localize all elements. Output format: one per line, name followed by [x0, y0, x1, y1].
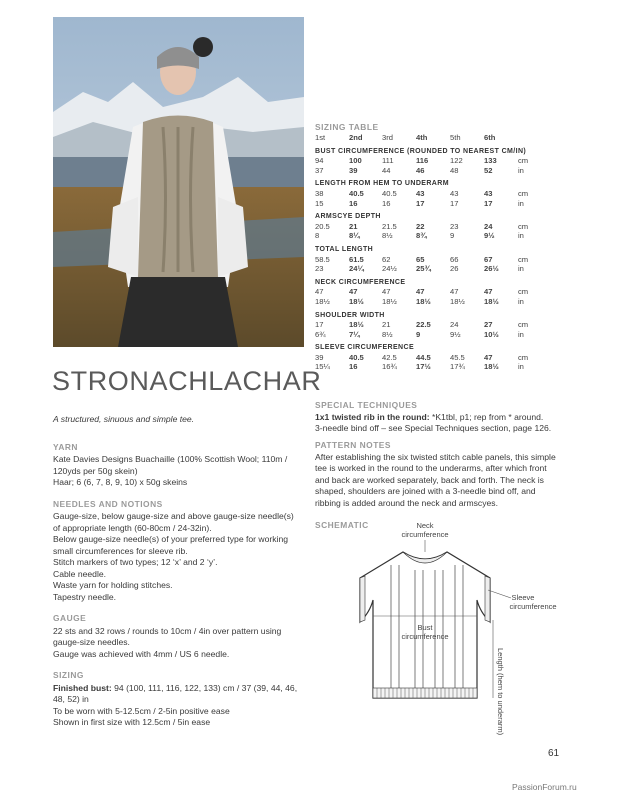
sizing-category: SHOULDER WIDTH: [315, 311, 385, 319]
special-bold: 1x1 twisted rib in the round:: [315, 411, 430, 422]
model-photo-illustration: [53, 17, 304, 347]
sizing-cell: 27: [484, 320, 493, 330]
sizing-row: [315, 156, 538, 166]
sizing-cell: 15: [315, 198, 324, 208]
sizing-cell: 42.5: [382, 352, 397, 362]
sizing-unit: in: [518, 231, 524, 241]
pattern-title: STRONACHLACHAR: [52, 366, 322, 396]
sizing-cell: 9½: [450, 329, 461, 339]
sizing-cell: 6th: [484, 133, 496, 142]
sizing-cell: 40.5: [382, 188, 397, 198]
sizing-cell: 25¾: [416, 264, 431, 274]
sizing-cell: 24½: [382, 264, 397, 274]
sizing-cell: 24: [484, 221, 493, 231]
sizing-cell: 46: [416, 165, 425, 175]
sizing-cell: 9: [450, 231, 455, 241]
tagline: A structured, sinuous and simple tee.: [53, 414, 195, 424]
sizing-cell: 24¼: [349, 264, 364, 274]
sizing-table: [315, 133, 538, 372]
sizing-cell: 23: [450, 221, 459, 231]
sizing-cell: 43: [416, 188, 425, 198]
gauge-heading: GAUGE: [53, 613, 87, 623]
sizing-cell: 47: [450, 287, 459, 297]
sizing-cell: 21.5: [382, 221, 397, 231]
needles-line: Gauge-size, below gauge-size and above gauge-size needle(s): [53, 511, 294, 521]
sizing-cell: 44.5: [416, 352, 431, 362]
notes-line: and back are worked separately, back and forth. The neck is: [315, 474, 544, 485]
sizing-cell: 16: [382, 198, 391, 208]
sizing-row: [315, 166, 538, 176]
sizing-cell: 62: [382, 254, 391, 264]
pattern-notes: [315, 440, 560, 509]
sizing-cell: 17½: [416, 362, 431, 372]
needles-line: Cable needle.: [53, 568, 107, 579]
sizing-cell: 43: [484, 188, 493, 198]
sizing-table-heading: SIZING TABLE: [315, 122, 379, 132]
sizing-cell: 37: [315, 165, 324, 175]
sleeve-label-2: circumference: [509, 602, 557, 611]
gauge-line: 22 sts and 32 rows / rounds to 10cm / 4in over pattern using: [53, 625, 282, 636]
sleeve-label: Sleeve: [511, 593, 535, 602]
sizing-cell: 17: [484, 198, 493, 208]
sizing-cell: 3rd: [382, 133, 393, 142]
sizing-cell: 23: [315, 264, 324, 274]
sizing-unit: cm: [518, 320, 529, 330]
sizing-heading: SIZING: [53, 670, 84, 680]
sizing-cell: 18½: [382, 296, 397, 306]
sizing-category: ARMSCYE DEPTH: [315, 213, 381, 221]
sizing-cell: 5th: [450, 133, 461, 142]
gauge-line: gauge-size needles.: [53, 637, 130, 647]
sizing-unit: cm: [518, 254, 529, 264]
needles-line: Waste yarn for holding stitches.: [53, 580, 173, 590]
sizing-unit: cm: [518, 287, 529, 297]
sizing-cell: 94: [315, 156, 324, 166]
schematic: [315, 520, 560, 740]
sizing-cell: 52: [484, 165, 493, 175]
sizing-cell: 47: [416, 287, 425, 297]
sizing-cell: 66: [450, 254, 459, 264]
sizing-category: LENGTH FROM HEM TO UNDERARM: [315, 180, 449, 188]
sizing-cell: 16: [349, 362, 358, 372]
sizing-cell: 65: [416, 254, 425, 264]
notes-heading: PATTERN NOTES: [315, 440, 391, 450]
sizing-cell: 26: [450, 264, 459, 274]
sizing-unit: cm: [518, 188, 529, 198]
sizing-cell: 44: [382, 165, 391, 175]
sizing-row: [315, 297, 538, 307]
sizing-cell: 24: [450, 320, 459, 330]
sizing-cell: 100: [349, 156, 362, 166]
notes-line: ribbing is added around the neck and armscyes.: [315, 497, 498, 508]
sizing-row: [315, 287, 538, 297]
page-number: 61: [548, 748, 560, 759]
sizing-unit: cm: [518, 352, 529, 362]
sizing-unit: cm: [518, 156, 529, 166]
sizing-cell: 116: [416, 156, 429, 166]
sizing-category: SLEEVE CIRCUMFERENCE: [315, 344, 415, 352]
sizing-line: To be worn with 5-12.5cm / 2-5in positive ease: [53, 705, 230, 716]
sizing-cell: 8: [315, 231, 320, 241]
sizing-cell: 18½: [349, 320, 364, 330]
needles-line: Stitch markers of two types; 12 ‘x’ and 2 ‘y’.: [53, 557, 218, 567]
sizing-cell: 17: [315, 320, 324, 330]
sizing-cell: 45.5: [450, 352, 465, 362]
sizing-cell: 18½: [484, 296, 499, 306]
needles-heading: NEEDLES AND NOTIONS: [53, 498, 163, 509]
sizing-row: [315, 189, 538, 199]
sizing-row: [315, 255, 538, 265]
sizing-cell: 4th: [416, 133, 428, 142]
sizing-row: [315, 133, 538, 143]
sizing-cell: 40.5: [349, 352, 364, 362]
yarn-line: 120yds per 50g skein): [53, 465, 138, 476]
watermark: PassionForum.ru: [512, 782, 577, 792]
sizing-cell: 39: [349, 165, 358, 175]
sizing-cell: 133: [484, 156, 497, 166]
special-line: [315, 412, 560, 424]
finished-bust-cont: 48, 52) in: [53, 694, 89, 704]
sizing-cell: 38: [315, 188, 324, 198]
length-label: Length (hem to underarm): [496, 648, 505, 736]
sizing-cell: 21: [349, 221, 358, 231]
needles-line: Below gauge-size needle(s) of your preferred type for working: [53, 534, 289, 544]
sizing-row: [315, 264, 538, 274]
sizing-cell: 47: [484, 352, 493, 362]
special-text: *K1tbl, p1; rep from * around.: [429, 411, 544, 422]
sizing-cell: 18½: [349, 296, 364, 306]
sizing-cell: 8½: [382, 231, 393, 241]
cover-photo: [53, 17, 304, 347]
sizing-row: [315, 231, 538, 241]
neck-label-2: circumference: [401, 530, 449, 539]
yarn-line: Haar; 6 (6, 7, 8, 9, 10) x 50g skeins: [53, 477, 188, 487]
sizing-row: [315, 330, 538, 340]
sizing-row: [315, 362, 538, 372]
sizing-cell: 18½: [416, 296, 431, 306]
special-line2: 3-needle bind off – see Special Techniques section, page 126.: [315, 423, 552, 433]
sizing-row: [315, 353, 538, 363]
finished-bust: [53, 683, 303, 695]
sizing-cell: 111: [382, 156, 394, 166]
sizing-category: NECK CIRCUMFERENCE: [315, 278, 406, 286]
special-heading: SPECIAL TECHNIQUES: [315, 400, 418, 410]
sizing-cell: 47: [484, 287, 493, 297]
sizing-cell: 9: [416, 329, 421, 339]
sizing-cell: 47: [349, 287, 358, 297]
sizing-cell: 8¾: [416, 231, 427, 241]
sizing-cell: 17¾: [450, 362, 465, 372]
sizing-cell: 16¾: [382, 362, 397, 372]
finished-bust-label: Finished bust:: [53, 682, 112, 693]
schematic-heading: SCHEMATIC: [315, 520, 369, 530]
sizing-cell: 18½: [315, 296, 330, 306]
sizing-line: Shown in first size with 12.5cm / 5in ease: [53, 717, 211, 727]
notes-line: shaped, shoulders are joined with a 3-needle bind off, and: [315, 486, 536, 496]
sizing-cell: 43: [450, 188, 459, 198]
sizing-cell: 18½: [450, 296, 465, 306]
left-column: [53, 414, 303, 729]
notes-line: tee is worked in the round to the underarms, after which front: [315, 463, 547, 473]
sizing-cell: 16: [349, 198, 358, 208]
schematic-drawing: [315, 520, 560, 740]
bust-label-2: circumference: [401, 632, 449, 641]
sizing-unit: cm: [518, 221, 529, 231]
sizing-unit: in: [518, 165, 524, 175]
yarn-heading: YARN: [53, 441, 78, 452]
bust-label: Bust: [417, 623, 433, 632]
sizing-cell: 15¼: [315, 362, 330, 372]
sizing-row: [315, 199, 538, 209]
sizing-unit: in: [518, 329, 524, 339]
sizing-cell: 2nd: [349, 133, 363, 142]
sizing-row: [315, 222, 538, 232]
sizing-cell: 18½: [484, 362, 499, 372]
sizing-cell: 47: [315, 287, 324, 297]
sizing-cell: 17: [416, 198, 425, 208]
needles-line: Tapestry needle.: [53, 591, 117, 602]
sizing-category: TOTAL LENGTH: [315, 245, 374, 253]
sizing-row: [315, 320, 538, 330]
sizing-cell: 9½: [484, 231, 495, 241]
sizing-cell: 21: [382, 320, 391, 330]
sizing-cell: 40.5: [349, 188, 364, 198]
sizing-cell: 122: [450, 156, 463, 166]
yarn-line: Kate Davies Designs Buachaille (100% Scottish Wool; 110m /: [53, 454, 288, 464]
needles-line: of appropriate length (60-80cm / 24-32in).: [53, 522, 212, 533]
sizing-cell: 17: [450, 198, 459, 208]
sizing-cell: 10½: [484, 329, 499, 339]
sizing-cell: 39: [315, 352, 324, 362]
gauge-line: Gauge was achieved with 4mm / US 6 needle.: [53, 648, 230, 659]
sizing-cell: 1st: [315, 133, 326, 142]
sizing-unit: in: [518, 362, 524, 372]
sizing-cell: 67: [484, 254, 493, 264]
sizing-cell: 8½: [382, 329, 393, 339]
sizing-unit: in: [518, 198, 524, 208]
sizing-cell: 6¾: [315, 329, 326, 339]
sizing-cell: 26½: [484, 264, 499, 274]
needles-line: small circumferences for sleeve rib.: [53, 545, 188, 556]
sizing-unit: in: [518, 264, 524, 274]
notes-line: After establishing the six twisted stitch cable panels, this simple: [315, 451, 556, 462]
sizing-cell: 47: [382, 287, 391, 297]
sizing-cell: 22.5: [416, 320, 431, 330]
sizing-cell: 8¼: [349, 231, 360, 241]
special-techniques: [315, 400, 560, 435]
sizing-category: BUST CIRCUMFERENCE (ROUNDED TO NEAREST CM/IN): [315, 147, 527, 155]
sizing-cell: 48: [450, 165, 459, 175]
sizing-cell: 61.5: [349, 254, 364, 264]
neck-label: Neck: [416, 521, 434, 530]
sizing-cell: 20.5: [315, 221, 330, 231]
finished-bust-value: 94 (100, 111, 116, 122, 133) cm / 37 (39, 44, 46,: [111, 682, 298, 693]
sizing-cell: 22: [416, 221, 425, 231]
sizing-cell: 58.5: [315, 254, 330, 264]
sizing-unit: in: [518, 296, 524, 306]
sizing-cell: 7¼: [349, 329, 360, 339]
